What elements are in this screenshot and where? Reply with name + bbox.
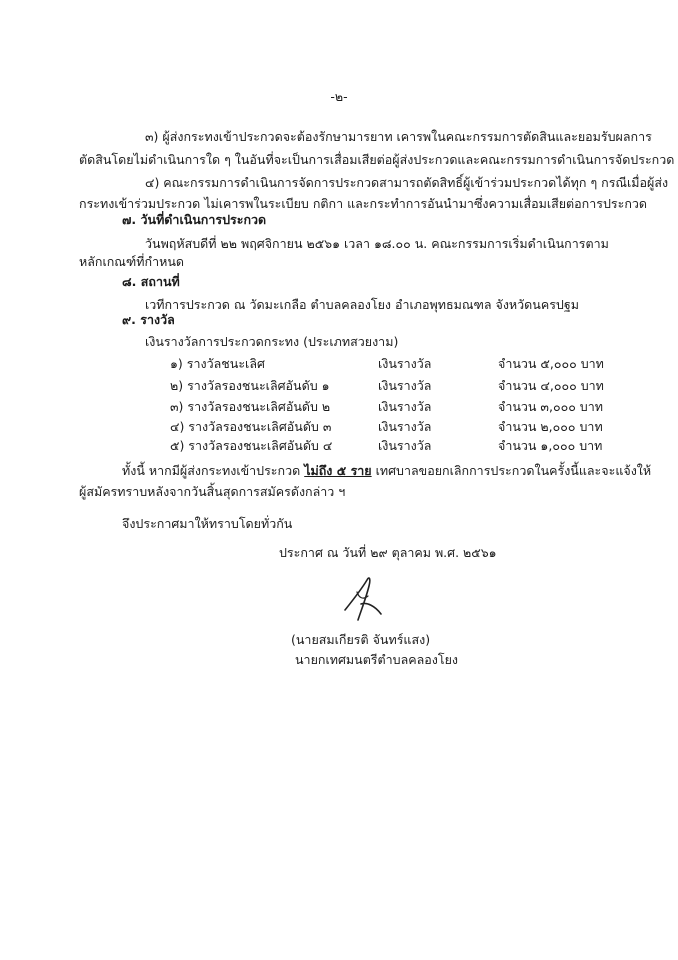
prize-label: เงินรางวัล — [378, 438, 432, 453]
signatory-name: (นายสมเกียรติ จันทร์แสง) — [291, 632, 431, 647]
note-text-part-2: เทศบาลขอยกเลิกการประกวดในครั้งนี้และจะแจ้งให้ — [371, 463, 652, 478]
page-number: -๒- — [330, 89, 348, 104]
note-line-2: ผู้สมัครทราบหลังจากวันสิ้นสุดการสมัครดังกล่าว ฯ — [79, 484, 346, 499]
clause-3-line-2: ตัดสินโดยไม่ดำเนินการใด ๆ ในอันที่จะเป็นการเสื่อมเสียต่อผู้ส่งประกวดและคณะกรรมการดำเนินการจัดประกวด — [79, 152, 675, 167]
prize-label: เงินรางวัล — [378, 399, 432, 414]
section-7-line-1: วันพฤหัสบดีที่ ๒๒ พฤศจิกายน ๒๕๖๑ เวลา ๑๘.๐๐ น. คณะกรรมการเริ่มดำเนินการตาม — [145, 236, 609, 251]
prize-label: เงินรางวัล — [378, 419, 432, 434]
clause-4-line-1: ๔) คณะกรรมการดำเนินการจัดการประกวดสามารถตัดสิทธิ์ผู้เข้าร่วมประกวดได้ทุก ๆ กรณีเมื่อผู้ส่ง — [145, 175, 669, 190]
prize-amount: จำนวน ๓,๐๐๐ บาท — [498, 399, 603, 414]
clause-4-line-2: กระทงเข้าร่วมประกวด ไม่เคารพในระเบียบ กติกา และกระทำการอันนำมาซึ่งความเสื่อมเสียต่อการประกวด — [79, 196, 648, 211]
section-7-heading: ๗. วันที่ดำเนินการประกวด — [122, 212, 267, 227]
section-8-heading: ๘. สถานที่ — [122, 274, 180, 289]
prize-subtitle: เงินรางวัลการประกวดกระทง (ประเภทสวยงาม) — [145, 334, 399, 349]
prize-label: เงินรางวัล — [378, 356, 432, 371]
section-7-line-2: หลักเกณฑ์ที่กำหนด — [79, 254, 185, 269]
note-line-1 — [122, 463, 651, 479]
section-8-line-1: เวทีการประกวด ณ วัดมะเกลือ ตำบลคลองโยง อำเภอพุทธมณฑล จังหวัดนครปฐม — [145, 297, 579, 312]
prize-amount: จำนวน ๒,๐๐๐ บาท — [498, 419, 603, 434]
note-emphasis: ไม่ถึง ๕ ราย — [304, 463, 372, 478]
prize-rank: ๑) รางวัลชนะเลิศ — [170, 356, 265, 371]
signature-image — [335, 570, 395, 628]
prize-rank: ๓) รางวัลรองชนะเลิศอันดับ ๒ — [170, 399, 331, 414]
clause-3-line-1: ๓) ผู้ส่งกระทงเข้าประกวดจะต้องรักษามารยาท เคารพในคณะกรรมการตัดสินและยอมรับผลการ — [145, 129, 652, 144]
announcement-date: ประกาศ ณ วันที่ ๒๙ ตุลาคม พ.ศ. ๒๕๖๑ — [279, 545, 497, 560]
prize-amount: จำนวน ๔,๐๐๐ บาท — [498, 378, 604, 393]
prize-amount: จำนวน ๕,๐๐๐ บาท — [498, 356, 604, 371]
prize-rank: ๕) รางวัลรองชนะเลิศอันดับ ๔ — [170, 438, 333, 453]
prize-label: เงินรางวัล — [378, 378, 432, 393]
prize-amount: จำนวน ๑,๐๐๐ บาท — [498, 438, 603, 453]
prize-rank: ๒) รางวัลรองชนะเลิศอันดับ ๑ — [170, 378, 330, 393]
section-9-heading: ๙. รางวัล — [122, 312, 175, 327]
signatory-title: นายกเทศมนตรีตำบลคลองโยง — [295, 652, 459, 667]
note-text-part-1: ทั้งนี้ หากมีผู้ส่งกระทงเข้าประกวด — [122, 463, 305, 478]
prize-rank: ๔) รางวัลรองชนะเลิศอันดับ ๓ — [170, 419, 332, 434]
closing-statement: จึงประกาศมาให้ทราบโดยทั่วกัน — [122, 516, 293, 531]
